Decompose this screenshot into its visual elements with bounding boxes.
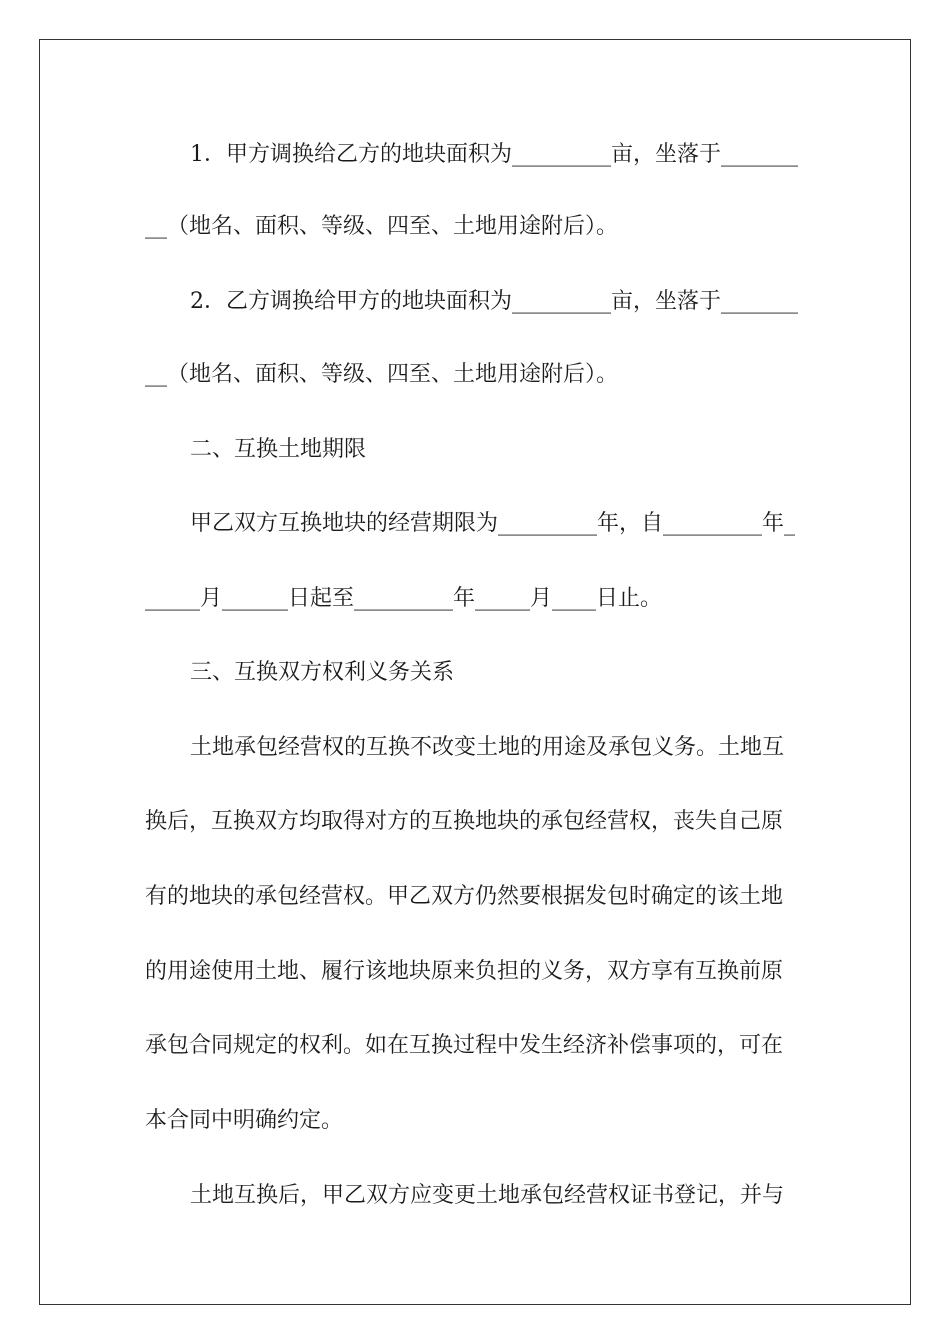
registration-paragraph-line-1: 土地互换后，甲乙双方应变更土地承包经营权证书登记，并与 <box>190 1183 785 1208</box>
rights-paragraph-line-4: 的用途使用土地、履行该地块原来负担的义务，双方享有互换前原 <box>145 959 784 984</box>
clause-2-line-2: __（地名、面积、等级、四至、土地用途附后）。 <box>145 362 619 387</box>
rights-paragraph-line-3: 有的地块的承包经营权。甲乙双方仍然要根据发包时确定的该土地 <box>145 884 784 909</box>
rights-paragraph-line-1: 土地承包经营权的互换不改变土地的用途及承包义务。土地互 <box>190 735 785 760</box>
rights-paragraph-line-6: 本合同中明确约定。 <box>145 1108 344 1133</box>
term-line-2: _____月______日起至_________年_____月____日止。 <box>145 586 663 611</box>
section-3-heading: 三、互换双方权利义务关系 <box>190 660 455 685</box>
clause-1-line-2: __（地名、面积、等级、四至、土地用途附后）。 <box>145 214 619 239</box>
rights-paragraph-line-2: 换后，互换双方均取得对方的互换地块的承包经营权，丧失自己原 <box>145 809 784 834</box>
clause-2-line-1: 2．乙方调换给甲方的地块面积为_________亩，坐落于_______ <box>190 289 798 314</box>
rights-paragraph-line-5: 承包合同规定的权利。如在互换过程中发生经济补偿事项的，可在 <box>145 1033 784 1058</box>
term-line-1: 甲乙双方互换地块的经营期限为_________年，自_________年_ <box>190 511 796 536</box>
clause-1-line-1: 1．甲方调换给乙方的地块面积为_________亩，坐落于_______ <box>190 142 798 167</box>
section-2-heading: 二、互换土地期限 <box>190 437 367 462</box>
